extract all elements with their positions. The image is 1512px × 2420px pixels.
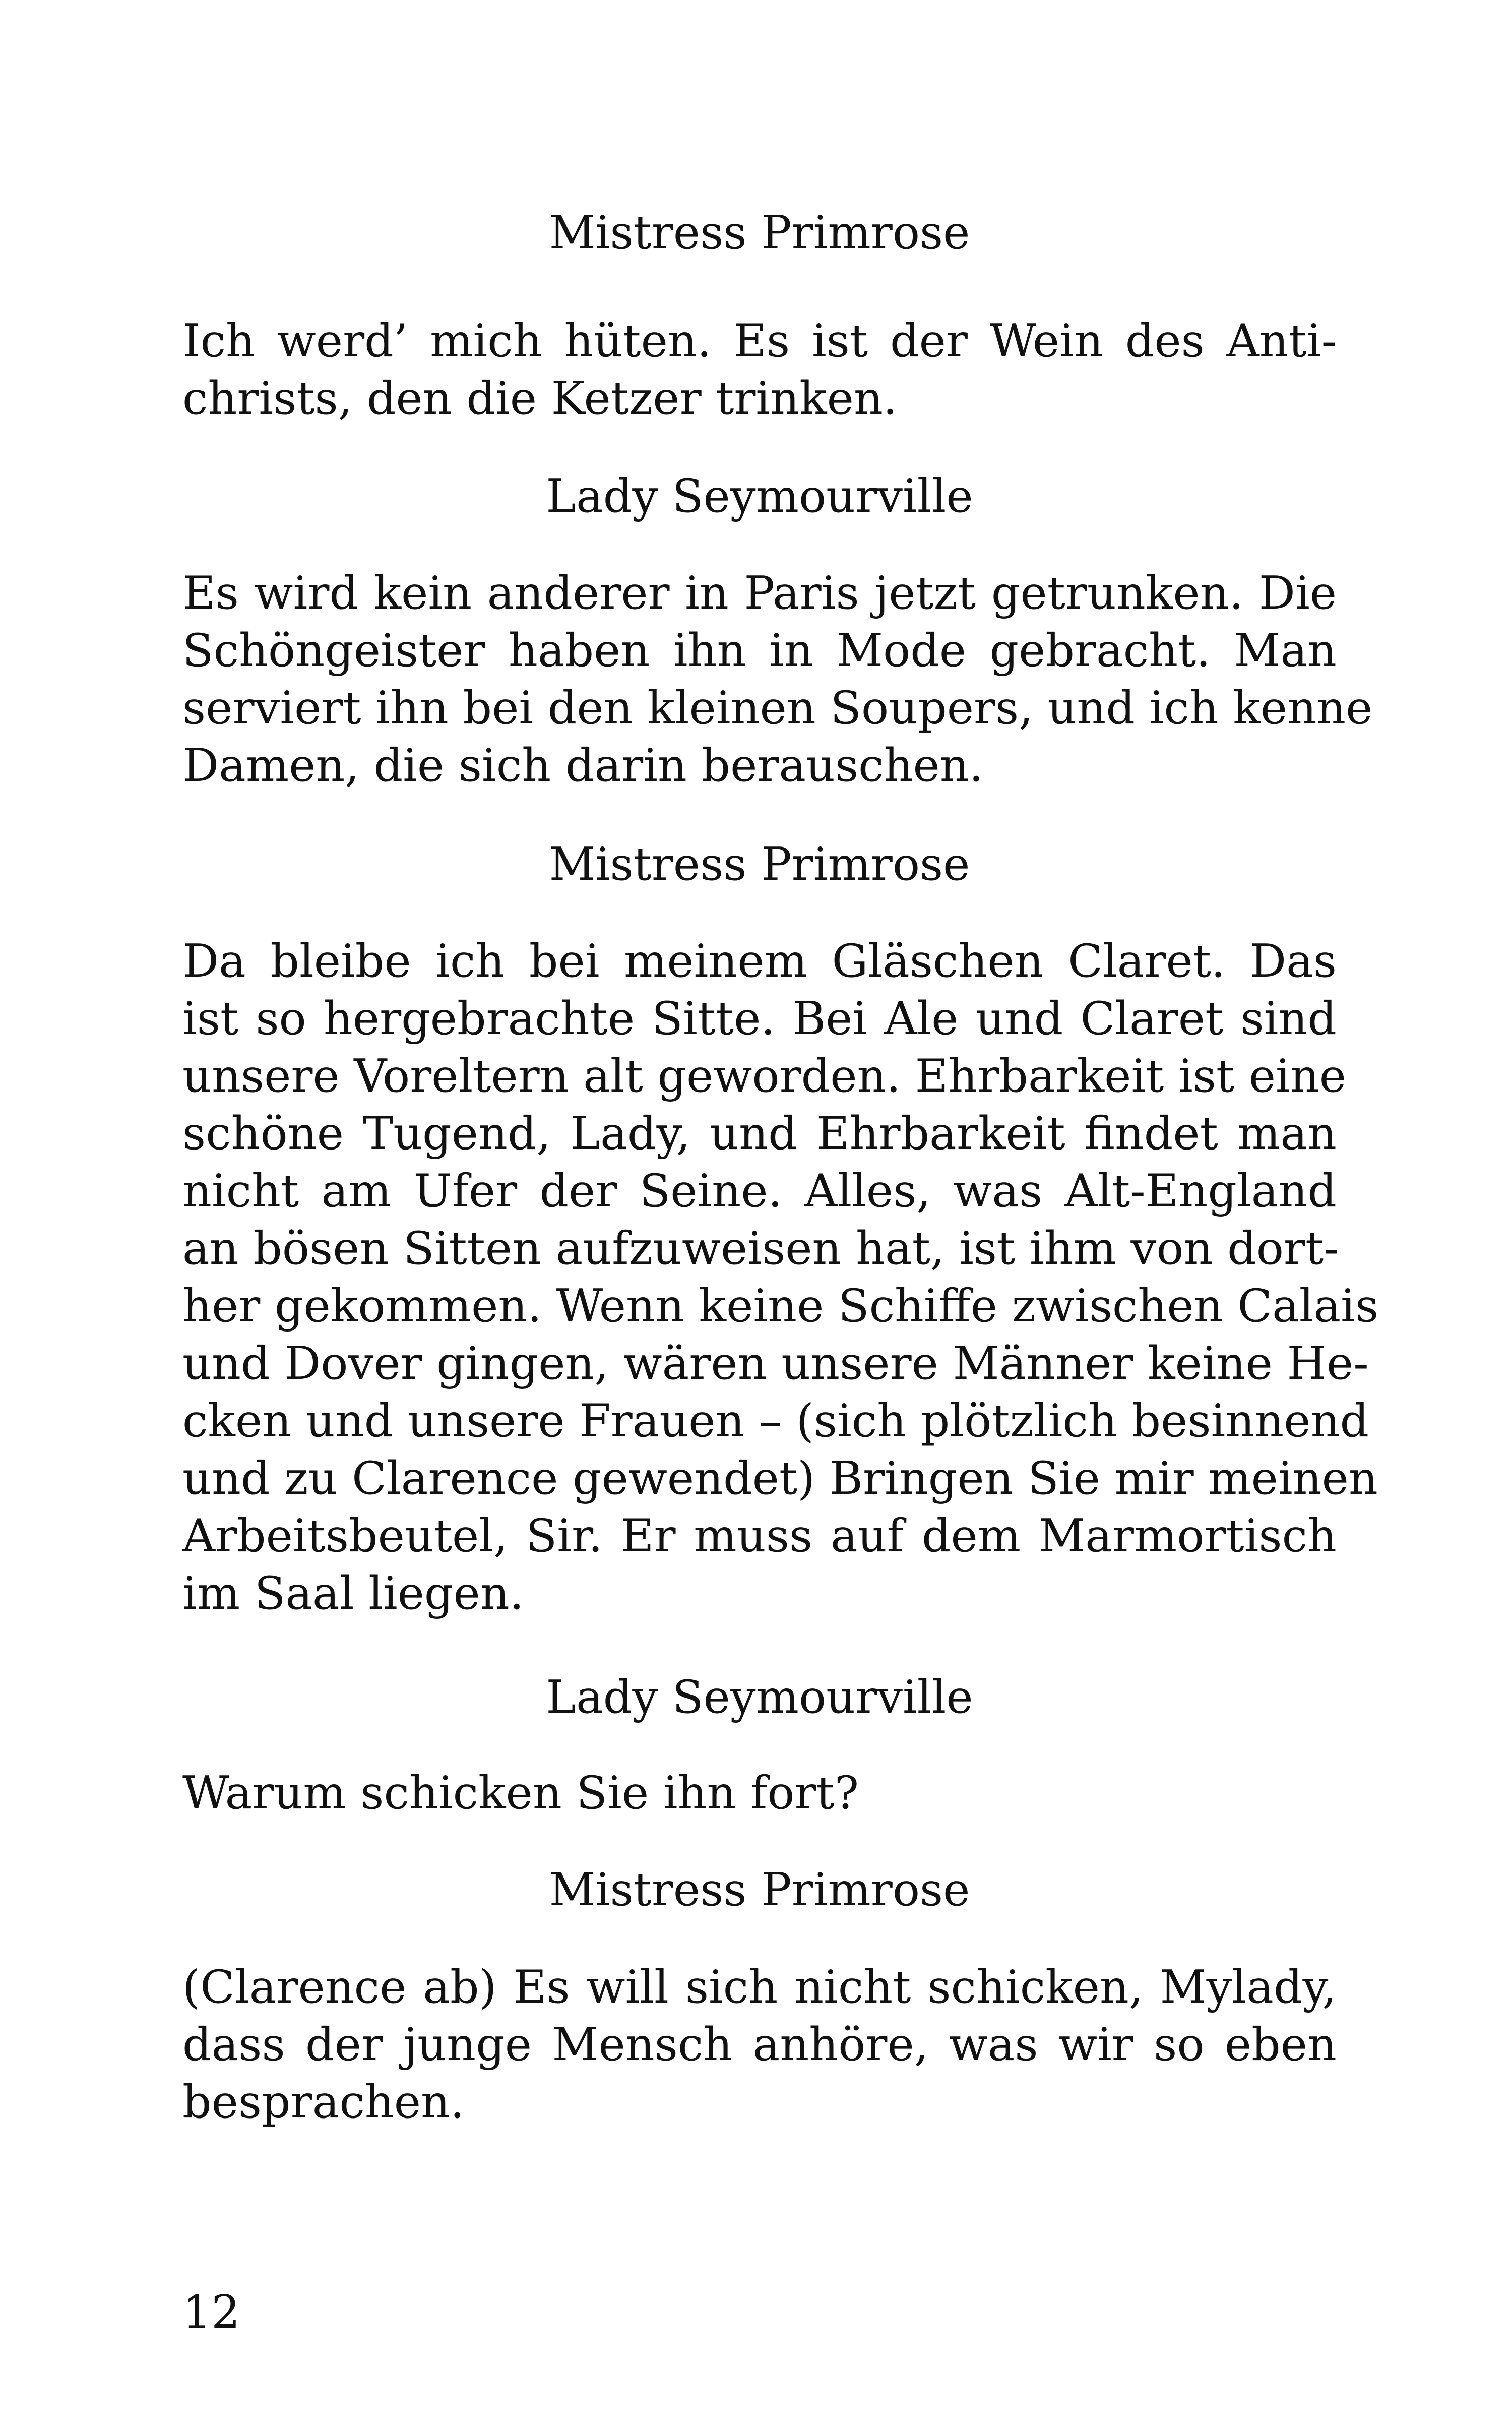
text-line: und zu Clarence gewendet) Bringen Sie mir meinen (182, 1452, 1378, 1505)
text-line: Warum schicken Sie ihn fort? (182, 1767, 859, 1820)
text-line: Es wird kein anderer in Paris jetzt getrunken. Die (182, 567, 1337, 620)
speech-text (182, 933, 1379, 1622)
text-line: Schöngeister haben ihn in Mode gebracht. Man (182, 624, 1337, 677)
dialogue-entry (182, 1861, 1337, 1919)
speech-text (182, 565, 1373, 795)
speech-text (182, 1959, 1337, 2131)
text-line: Arbeitsbeutel, Sir. Er muss auf dem Marmortisch (182, 1509, 1337, 1562)
dialogue-entry (182, 836, 1337, 893)
speaker-name: Lady Seymourville (546, 1671, 973, 1724)
speech-text (182, 1765, 1337, 1822)
speech-text (182, 313, 1337, 428)
text-line: schöne Tugend, Lady, und Ehrbarkeit findet man (182, 1107, 1337, 1160)
speaker-name: Mistress Primrose (549, 1863, 970, 1916)
text-line: (Clarence ab) Es will sich nicht schicken, Mylady, (182, 1961, 1337, 2014)
speaker-name: Mistress Primrose (549, 206, 970, 259)
dialogue-entry (182, 468, 1337, 525)
speaker-name: Mistress Primrose (549, 838, 970, 891)
text-line: dass der junge Mensch anhöre, was wir so eben (182, 2018, 1337, 2071)
dialogue-entry (182, 1669, 1337, 1726)
text-line: christs, den die Ketzer trinken. (182, 372, 898, 425)
text-line: Da bleibe ich bei meinem Gläschen Claret. Das (182, 935, 1337, 988)
text-line: her gekommen. Wenn keine Schiffe zwischen Calais (182, 1280, 1379, 1333)
text-line: Damen, die sich darin berauschen. (182, 739, 984, 792)
text-line: besprachen. (182, 2076, 465, 2129)
text-line: Ich werd’ mich hüten. Es ist der Wein des Anti- (182, 315, 1337, 368)
text-line: serviert ihn bei den kleinen Soupers, und ich kenne (182, 682, 1373, 735)
text-line: ist so hergebrachte Sitte. Bei Ale und Claret sind (182, 992, 1337, 1045)
text-line: und Dover gingen, wären unsere Männer keine He- (182, 1337, 1369, 1390)
page-number: 12 (182, 2286, 240, 2339)
text-line: nicht am Ufer der Seine. Alles, was Alt-England (182, 1165, 1337, 1218)
text-line: an bösen Sitten aufzuweisen hat, ist ihm von dort- (182, 1222, 1339, 1275)
dialogue-entry (182, 204, 1337, 262)
text-line: im Saal liegen. (182, 1567, 524, 1620)
text-line: unsere Voreltern alt geworden. Ehrbarkeit ist eine (182, 1050, 1347, 1103)
text-line: cken und unsere Frauen – (sich plötzlich besinnend (182, 1395, 1369, 1447)
speaker-name: Lady Seymourville (546, 470, 973, 523)
